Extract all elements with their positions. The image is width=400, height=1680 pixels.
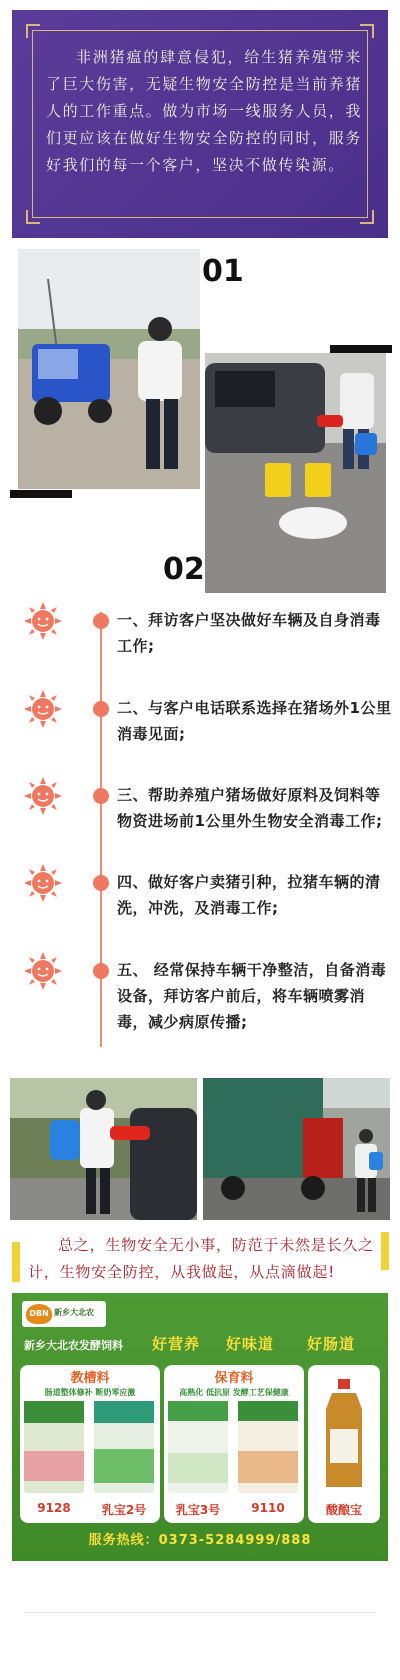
timeline-dot: [93, 701, 109, 717]
logo-text: 新乡大北农: [54, 1308, 94, 1317]
photo-worker-tricycle: [18, 249, 200, 489]
decor-bar: [330, 345, 392, 353]
section-number-01: 01: [202, 254, 244, 289]
intro-paragraph: 非洲猪瘟的肆意侵犯，给生猪养殖带来了巨大伤害，无疑生物安全防控是当前养猪人的工作重点。做为市场一线服务人员，我们更应该在做好生物安全防控的同时，服务好我们的每一个客户，坚决不做传染源。: [46, 48, 362, 174]
sun-face-icon: [24, 690, 62, 728]
timeline-dot: [93, 875, 109, 891]
section-number-02: 02: [163, 552, 205, 587]
feed-bag-image: [94, 1401, 154, 1493]
sun-face-icon: [24, 602, 62, 640]
sun-face-icon: [24, 864, 62, 902]
slogan: 好营养: [152, 1335, 201, 1353]
sun-face-icon: [24, 777, 62, 815]
panel-title: 保育料: [214, 1371, 254, 1386]
corner-ornament-icon: [26, 210, 40, 224]
timeline-line: [100, 612, 102, 1047]
corner-ornament-icon: [360, 210, 374, 224]
feed-bag-image: [24, 1401, 84, 1493]
intro-box: [12, 10, 388, 238]
timeline-text: 三、帮助养殖户猪场做好原料及饲料等物资进场前1公里外生物安全消毒工作;: [117, 786, 383, 830]
bottle-image: [322, 1379, 366, 1489]
brand-logo: [22, 1301, 106, 1327]
photo-spraying-car: [10, 1078, 197, 1220]
timeline-text: 五、 经常保持车辆干净整洁，自备消毒设备，拜访客户前后，将车辆喷雾消毒，减少病原传播;: [117, 961, 387, 1031]
product-label: 酸酿宝: [325, 1503, 362, 1517]
photo-spraying-truck: [203, 1078, 390, 1220]
corner-ornament-icon: [360, 24, 374, 38]
sun-face-icon: [24, 952, 62, 990]
slogan: 好味道: [226, 1335, 275, 1353]
company-name: 新乡大北农发酵饲料: [24, 1339, 123, 1352]
feed-bag-image: [238, 1401, 298, 1493]
product-advertisement: [12, 1293, 388, 1561]
decor-bar: [10, 490, 72, 498]
panel-subtitle: 高熟化 低抗原 发酵工艺保健康: [179, 1388, 289, 1397]
timeline-text: 一、拜访客户坚决做好车辆及自身消毒工作;: [117, 611, 381, 655]
conclusion-text: 总之，生物安全无小事，防范于未然是长久之计，生物安全防控，从我做起，从点滴做起!: [28, 1236, 375, 1281]
timeline-text: 二、与客户电话联系选择在猪场外1公里消毒见面;: [117, 699, 392, 743]
conclusion-bar-right: [381, 1232, 389, 1270]
timeline-dot: [93, 963, 109, 979]
timeline-dot: [93, 613, 109, 629]
service-hotline: 服务热线：0373-5284999/888: [88, 1533, 312, 1548]
timeline-dot: [93, 788, 109, 804]
slogan: 好肠道: [307, 1335, 356, 1353]
timeline-text: 四、做好客户卖猪引种，拉猪车辆的清洗，冲洗，及消毒工作;: [117, 873, 381, 917]
product-label: 乳宝2号: [101, 1503, 147, 1517]
panel-title: 教槽料: [70, 1371, 110, 1386]
product-label: 乳宝3号: [175, 1503, 221, 1517]
corner-ornament-icon: [26, 24, 40, 38]
product-label: 9110: [251, 1501, 285, 1515]
conclusion-bar-left: [12, 1242, 20, 1282]
product-panel-bottle: [308, 1365, 380, 1523]
footer-divider: [24, 1612, 376, 1613]
photo-car-disinfection: [205, 353, 386, 593]
product-panel-nursery-feed: [164, 1365, 304, 1523]
panel-subtitle: 肠道整体修补 断奶零应激: [44, 1388, 136, 1397]
feed-bag-image: [168, 1401, 228, 1493]
product-label: 9128: [37, 1501, 71, 1515]
product-panel-creep-feed: [20, 1365, 160, 1523]
logo-mark-icon: DBN: [26, 1304, 52, 1324]
